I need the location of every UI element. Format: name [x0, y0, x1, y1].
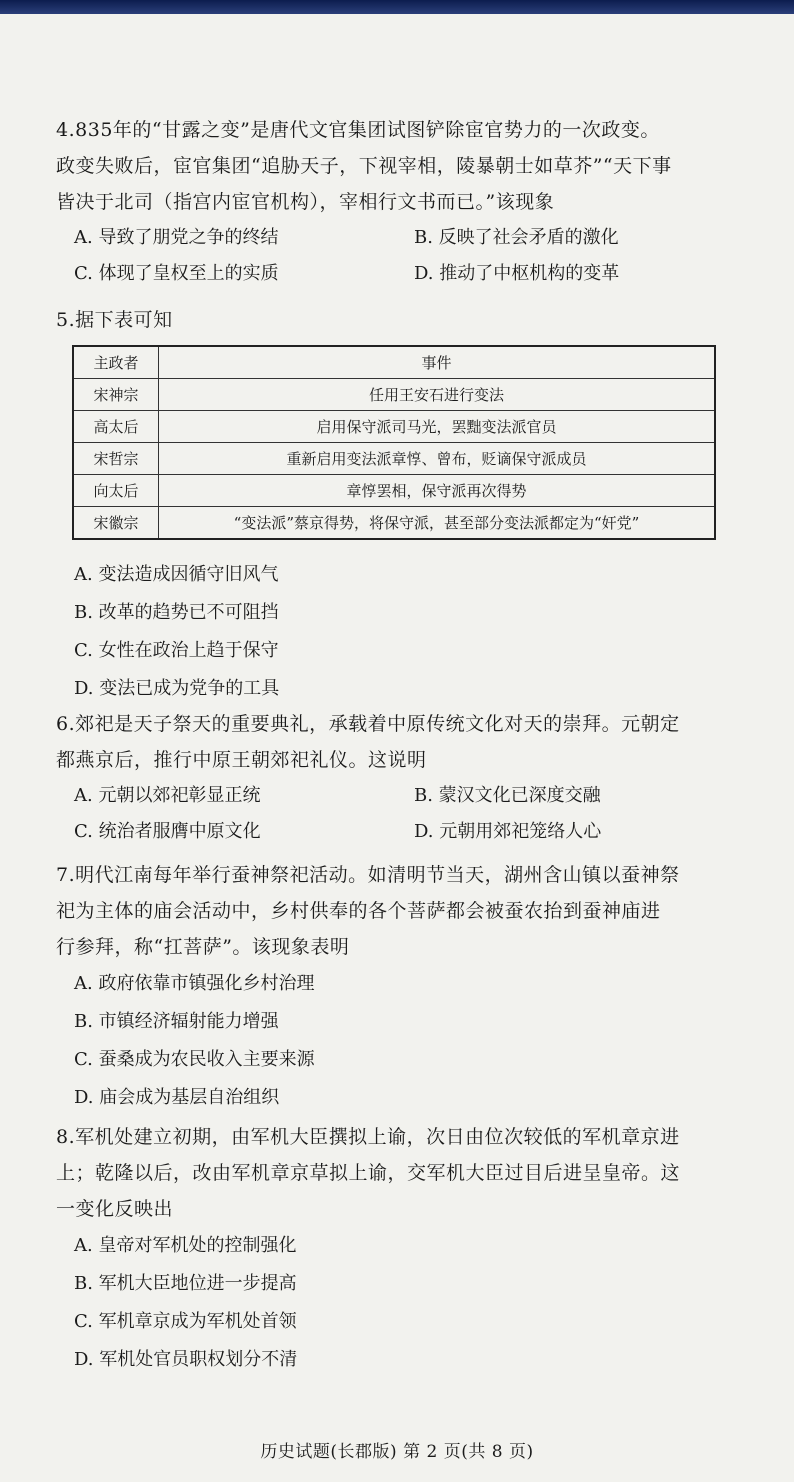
question-4: [56, 112, 746, 292]
question-7-option-c[interactable]: C. 蚕桑成为农民收入主要来源: [74, 1049, 315, 1070]
table-row: [73, 411, 715, 443]
question-7-option-d[interactable]: D. 庙会成为基层自治组织: [74, 1087, 280, 1108]
table-cell-event: 重新启用变法派章惇、曾布，贬谪保守派成员: [159, 443, 716, 475]
question-5-option-d[interactable]: D. 变法已成为党争的工具: [74, 678, 280, 699]
question-7-option-b[interactable]: B. 市镇经济辐射能力增强: [74, 1011, 279, 1032]
question-8-stem-line-3: 一变化反映出: [56, 1198, 174, 1220]
table-row: [73, 475, 715, 507]
table-row: [73, 443, 715, 475]
question-8-option-a[interactable]: A. 皇帝对军机处的控制强化: [74, 1235, 297, 1256]
question-7-stem-line-2: 祀为主体的庙会活动中，乡村供奉的各个菩萨都会被蚕农抬到蚕神庙进: [56, 900, 661, 922]
question-7-option-a[interactable]: A. 政府依靠市镇强化乡村治理: [74, 973, 315, 994]
table-cell-ruler: 宋神宗: [73, 379, 159, 411]
question-8-option-b[interactable]: B. 军机大臣地位进一步提高: [74, 1273, 297, 1294]
question-6-option-c[interactable]: C. 统治者服膺中原文化: [74, 821, 261, 842]
table-cell-event: 任用王安石进行变法: [159, 379, 716, 411]
question-6-options-row-2: [56, 814, 746, 850]
table-cell-ruler: 向太后: [73, 475, 159, 507]
table-cell-ruler: 宋哲宗: [73, 443, 159, 475]
scan-top-edge: [0, 0, 794, 14]
question-6: [56, 706, 746, 850]
question-4-stem-line-2: 政变失败后，宦官集团“追胁天子，下视宰相，陵暴朝士如草芥”“天下事: [56, 155, 672, 177]
table-cell-ruler: 高太后: [73, 411, 159, 443]
question-6-option-d[interactable]: D. 元朝用郊祀笼络人心: [414, 821, 602, 842]
question-7: [56, 857, 746, 1117]
question-8: [56, 1119, 746, 1379]
question-4-options-row-2: [56, 256, 746, 292]
table-header-event: 事件: [159, 346, 716, 379]
question-4-stem-line-1: 4.835年的“甘露之变”是唐代文官集团试图铲除宦官势力的一次政变。: [56, 119, 660, 141]
question-8-option-c[interactable]: C. 军机章京成为军机处首领: [74, 1311, 297, 1332]
table-header-row: [73, 346, 715, 379]
table-row: [73, 507, 715, 540]
question-6-option-b[interactable]: B. 蒙汉文化已深度交融: [414, 785, 601, 806]
question-4-option-d[interactable]: D. 推动了中枢机构的变革: [414, 263, 620, 284]
table-cell-ruler: 宋徽宗: [73, 507, 159, 540]
question-7-stem-line-1: 7.明代江南每年举行蚕神祭祀活动。如清明节当天，湖州含山镇以蚕神祭: [56, 864, 680, 886]
question-6-options-row-1: [56, 778, 746, 814]
question-5-stem-line-1: 5.据下表可知: [56, 309, 173, 331]
question-8-option-d[interactable]: D. 军机处官员职权划分不清: [74, 1349, 298, 1370]
table-row: [73, 379, 715, 411]
question-6-option-a[interactable]: A. 元朝以郊祀彰显正统: [74, 785, 261, 806]
question-5-option-c[interactable]: C. 女性在政治上趋于保守: [74, 640, 279, 661]
question-8-stem-line-1: 8.军机处建立初期，由军机大臣撰拟上谕，次日由位次较低的军机章京进: [56, 1126, 680, 1148]
question-4-option-b[interactable]: B. 反映了社会矛盾的激化: [414, 227, 619, 248]
question-7-stem-line-3: 行参拜，称“扛菩萨”。该现象表明: [56, 936, 350, 958]
question-8-stem-line-2: 上；乾隆以后，改由军机章京草拟上谕，交军机大臣过目后进呈皇帝。这: [56, 1162, 681, 1184]
table-cell-event: 启用保守派司马光，罢黜变法派官员: [159, 411, 716, 443]
page-footer: 历史试题(长郡版) 第 2 页(共 8 页): [260, 1442, 534, 1462]
table-cell-event: 章惇罢相，保守派再次得势: [159, 475, 716, 507]
table-cell-event: “变法派”蔡京得势，将保守派，甚至部分变法派都定为“奸党”: [159, 507, 716, 540]
question-5-options: [56, 556, 746, 708]
question-6-stem-line-1: 6.郊祀是天子祭天的重要典礼，承载着中原传统文化对天的崇拜。元朝定: [56, 713, 680, 735]
question-5-stem: [56, 302, 746, 338]
question-5-table: [72, 345, 716, 540]
question-4-option-c[interactable]: C. 体现了皇权至上的实质: [74, 263, 279, 284]
table-header-ruler: 主政者: [73, 346, 159, 379]
question-5-option-a[interactable]: A. 变法造成因循守旧风气: [74, 564, 279, 585]
question-4-options-row-1: [56, 220, 746, 256]
question-4-stem-line-3: 皆决于北司（指宫内宦官机构），宰相行文书而已。”该现象: [56, 191, 555, 213]
question-6-stem-line-2: 都燕京后，推行中原王朝郊祀礼仪。这说明: [56, 749, 427, 771]
question-4-option-a[interactable]: A. 导致了朋党之争的终结: [74, 227, 279, 248]
question-5-option-b[interactable]: B. 改革的趋势已不可阻挡: [74, 602, 279, 623]
